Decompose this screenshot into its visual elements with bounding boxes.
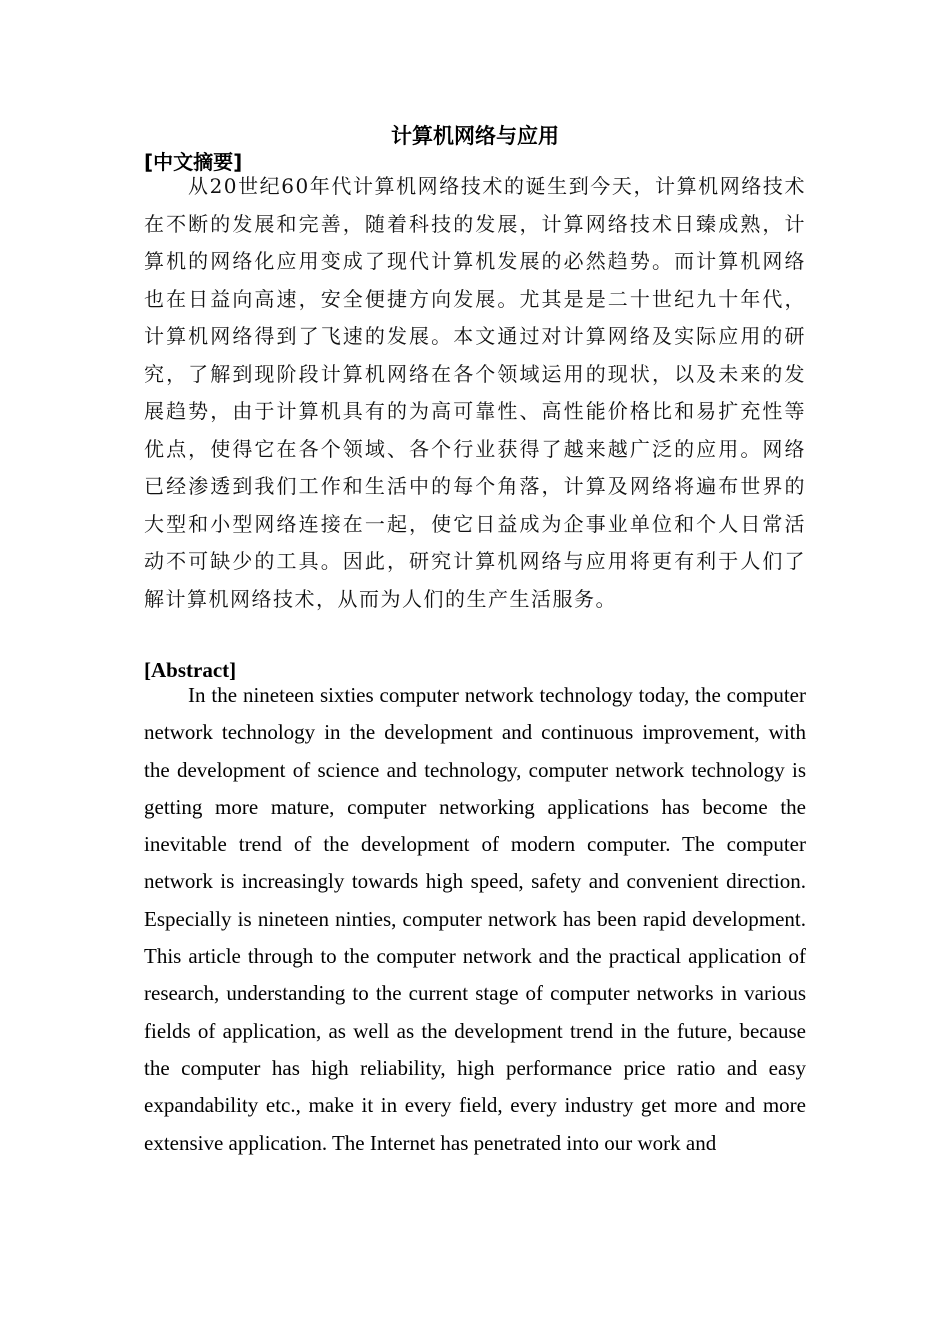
chinese-abstract-text: 从20世纪60年代计算机网络技术的诞生到今天，计算机网络技术在不断的发展和完善，随着科技的发展，计算网络技术日臻成熟，计算机的网络化应用变成了现代计算机发展的必然趋势。而计算机网络也在日益向高速，安全便捷方向发展。尤其是是二十世纪九十年代，计算机网络得到了飞速的发展。本文通过对计算网络及实际应用的研究，了解到现阶段计算机网络在各个领域运用的现状，以及未来的发展趋势，由于计算机具有的为高可靠性、高性能价格比和易扩充性等优点，使得它在各个领域、各个行业获得了越来越广泛的应用。网络已经渗透到我们工作和生活中的每个角落，计算及网络将遍布世界的大型和小型网络连接在一起，使它日益成为企事业单位和个人日常活动不可缺少的工具。因此，研究计算机网络与应用将更有利于人们了解计算机网络技术，从而为人们的生产生活服务。: [144, 174, 806, 611]
page-title: 计算机网络与应用: [391, 124, 559, 148]
chinese-abstract-heading: [中文摘要]: [144, 150, 243, 174]
english-abstract-text: In the nineteen sixties computer network technology today, the computer network technology in the development and continuous improvement, with the development of science and technology, computer network technology is getting more mature, computer networking applications has become the inevitable trend of the development of modern computer. The computer network is increasingly towards high speed, safety and convenient direction. Especially is nineteen ninties, computer network has been rapid development. This article through to the computer network and the practical application of research, understanding to the current stage of computer networks in various fields of application, as well as the development trend in the future, because the computer has high reliability, high performance price ratio and easy expandability etc., make it in every field, every industry get more and more extensive application. The Internet has penetrated into our work and: [144, 683, 806, 1155]
english-abstract-heading: [Abstract]: [144, 658, 237, 682]
